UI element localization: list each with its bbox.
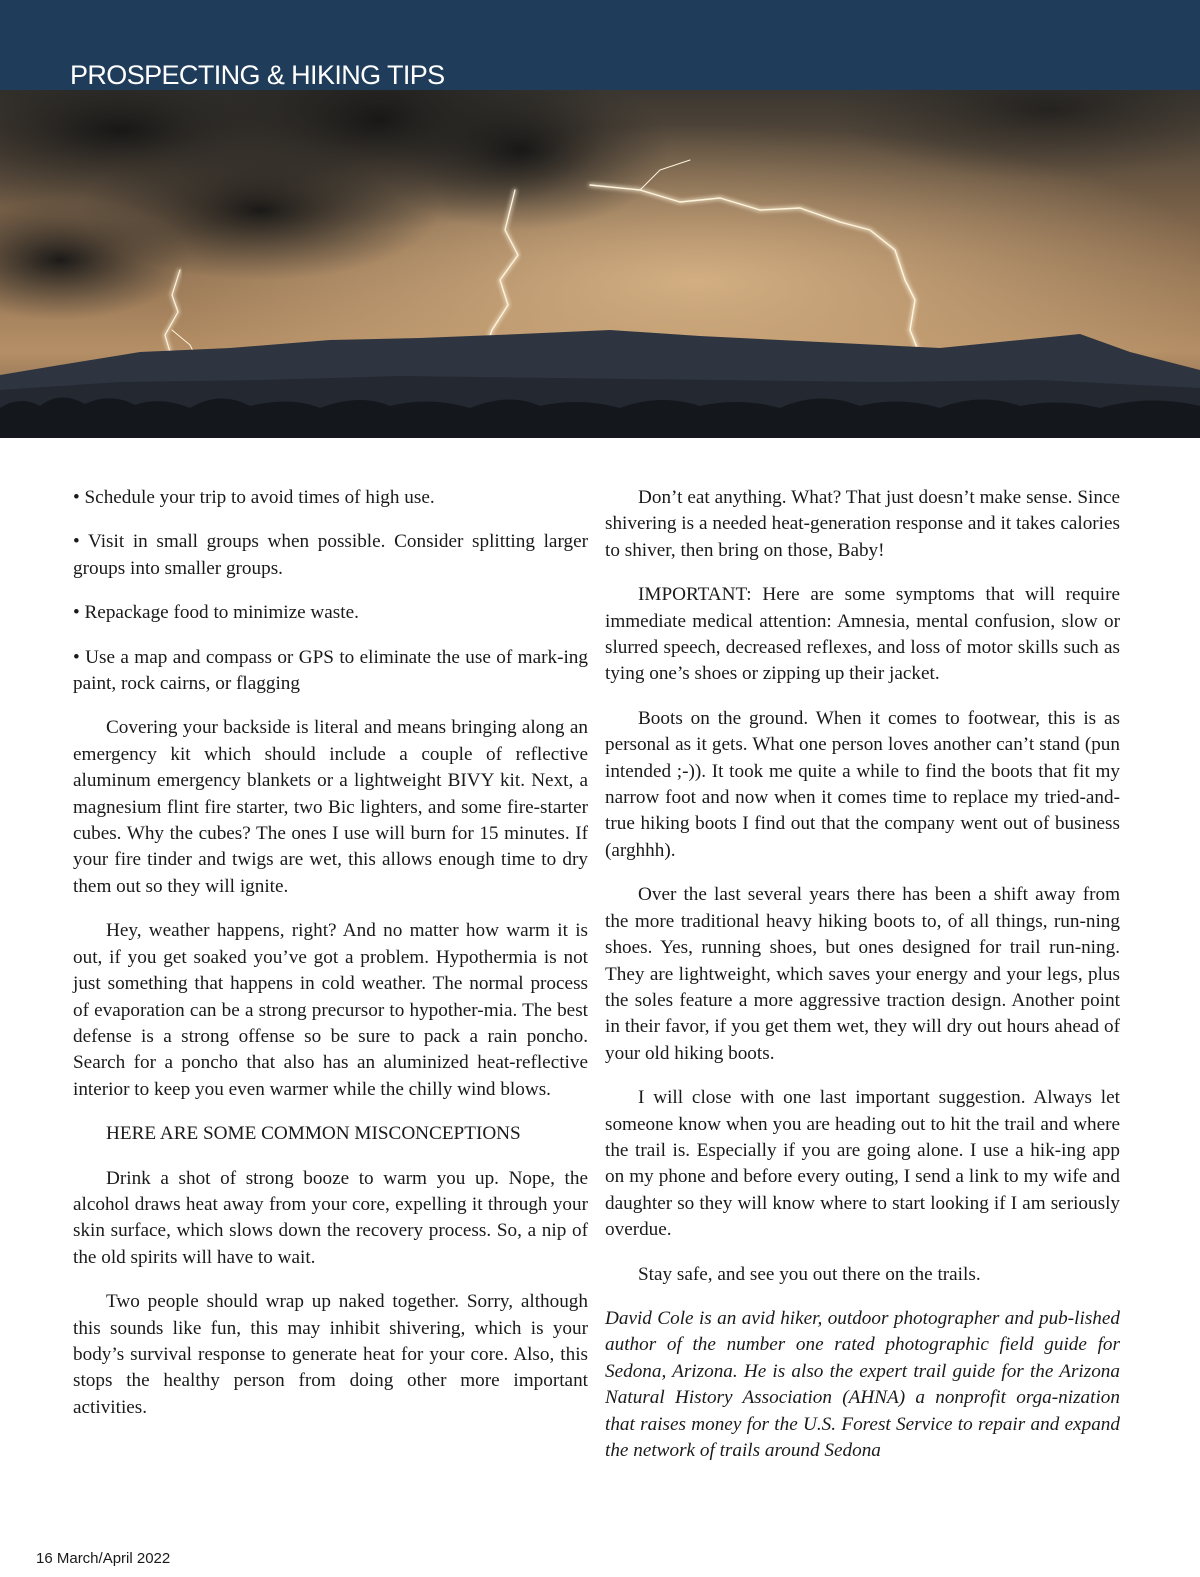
paragraph-stay-safe: Stay safe, and see you out there on the trails.: [638, 1263, 981, 1285]
article-right-column: [605, 485, 1120, 1482]
bullet-item: • Repackage food to minimize waste.: [73, 602, 359, 624]
paragraph-hypothermia: Hey, weather happens, right? And no matter how warm it is out, if you get soaked you’ve got a problem. Hypothermia is not just something that happens in cold weather. The normal process of evaporation can be a strong precursor to hypother-mia. The best defense is a strong offense so be sure to pack a rain poncho. Search for a poncho that also has an aluminized heat-reflective interior to keep you even warmer while the chilly wind blows.: [73, 920, 588, 1100]
lightning-storm-photo: [0, 90, 1200, 438]
paragraph-important: IMPORTANT: Here are some symptoms that will require immediate medical attention: Amnesia, mental confusion, slow or slurred speech, decreased reflexes, and loss of motor skills such as tying one’s shoes or zipping up their jacket.: [605, 584, 1120, 685]
paragraph-boots: Boots on the ground. When it comes to footwear, this is as personal as it gets. What one person loves another can’t stand (pun intended ;-)). It took me quite a while to find the boots that fit my narrow foot and now when it comes time to replace my tried-and-true hiking boots I find out that the company went out of business (arghhh).: [605, 707, 1120, 861]
bullet-item: • Visit in small groups when possible. Consider splitting larger groups into smaller groups.: [73, 531, 588, 579]
article-left-column: [73, 485, 588, 1439]
misconceptions-heading: HERE ARE SOME COMMON MISCONCEPTIONS: [106, 1123, 521, 1145]
paragraph-emergency-kit: Covering your backside is literal and means bringing along an emergency kit which should include a couple of reflective aluminum emergency blankets or a lightweight BIVY kit. Next, a magnesium flint fire starter, two Bic lighters, and some fire-starter cubes. Why the cubes? The ones I use will burn for 15 minutes. If your fire tinder and twigs are wet, this allows enough time to dry them out so they will ignite.: [73, 717, 588, 897]
author-bio: David Cole is an avid hiker, outdoor photographer and pub-lished author of the number one rated photographic field guide for Sedona, Arizona. He is also the expert trail guide for the Arizona Natural History Association (AHNA) a nonprofit orga-nization that raises money for the U.S. Forest Service to repair and expand the network of trails around Sedona: [605, 1307, 1120, 1461]
hero-image: [0, 90, 1200, 438]
bullet-item: • Schedule your trip to avoid times of high use.: [73, 487, 435, 508]
section-title: PROSPECTING & HIKING TIPS: [70, 60, 445, 90]
paragraph-booze: Drink a shot of strong booze to warm you up. Nope, the alcohol draws heat away from your core, expelling it through your skin surface, which slows down the recovery process. So, a nip of the old spirits will have to wait.: [73, 1167, 588, 1268]
paragraph-wrap-up: Two people should wrap up naked together. Sorry, although this sounds like fun, this may inhibit shivering, which is your body’s survival response to generate heat for your core. Also, this stops the healthy person from doing other more important activities.: [73, 1291, 588, 1418]
paragraph-dont-eat: Don’t eat anything. What? That just doesn’t make sense. Since shivering is a needed heat-generation response and it takes calories to shiver, then bring on those, Baby!: [605, 487, 1120, 561]
bullet-item: • Use a map and compass or GPS to eliminate the use of mark-ing paint, rock cairns, or flagging: [73, 646, 588, 695]
paragraph-running-shoes: Over the last several years there has been a shift away from the more traditional heavy hiking boots to, of all things, run-ning shoes. Yes, running shoes, but ones designed for trail run-ning. They are lightweight, which saves your energy and your legs, plus the soles feature a more aggressive traction design. Another point in their favor, if you get them wet, they will dry out hours ahead of your old hiking boots.: [605, 884, 1120, 1064]
paragraph-closing: I will close with one last important suggestion. Always let someone know when you are heading out to hit the trail and where the trail is. Especially if you are going alone. I use a hik-ing app on my phone and before every outing, I send a link to my wife and daughter so they will know where to start looking if I am seriously overdue.: [605, 1087, 1120, 1241]
page-folio: 16 March/April 2022: [36, 1550, 171, 1567]
